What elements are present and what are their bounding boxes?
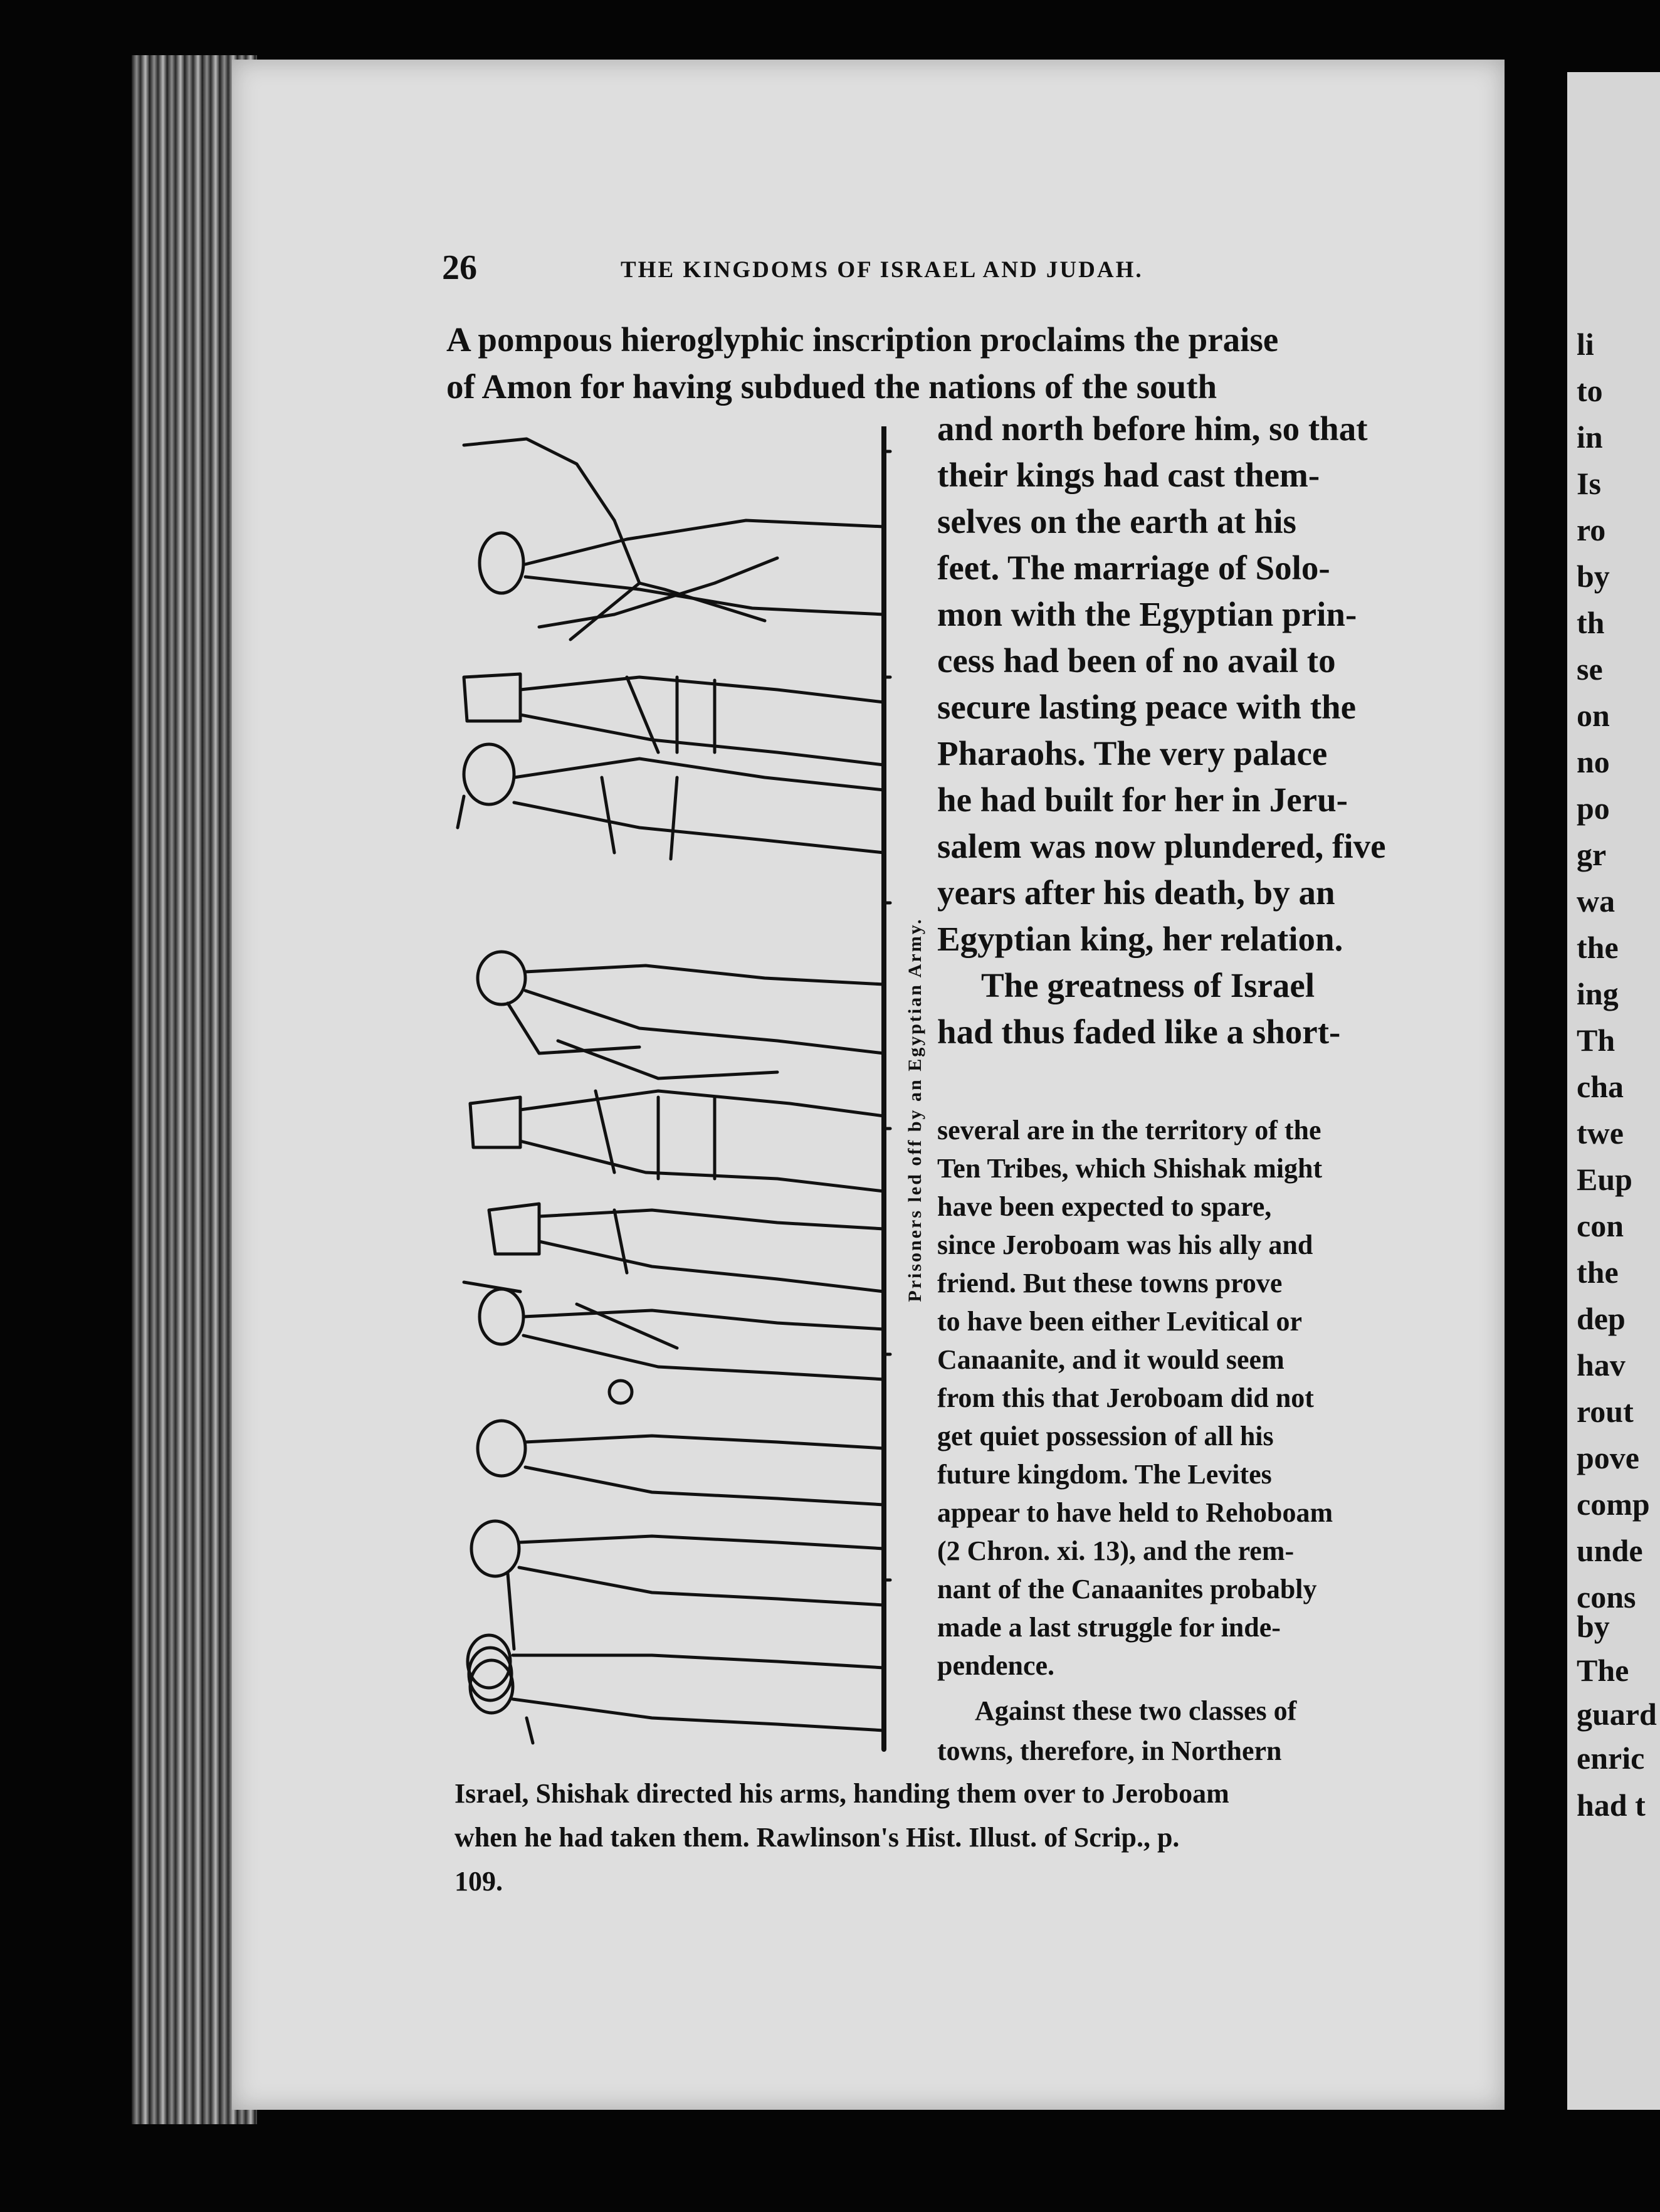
facing-fragment: po	[1577, 791, 1610, 826]
facing-fragment: unde	[1577, 1533, 1643, 1568]
facing-fragment: Is	[1577, 466, 1601, 501]
facing-fragment: th	[1577, 605, 1605, 640]
footnote-line: Canaanite, and it would seem	[937, 1344, 1284, 1375]
facing-fragment: twe	[1577, 1115, 1624, 1151]
facing-fragment: no	[1577, 744, 1610, 779]
page-number: 26	[442, 248, 477, 287]
footnote-line: future kingdom. The Levites	[937, 1459, 1272, 1490]
text-line: A pompous hieroglyphic inscription proclaims the praise	[446, 320, 1279, 359]
footnote-line: nant of the Canaanites probably	[937, 1574, 1317, 1604]
footnote-line: (2 Chron. xi. 13), and the rem-	[937, 1535, 1295, 1566]
text-line: Pharaohs. The very palace	[937, 734, 1328, 772]
facing-fragment: ing	[1577, 976, 1619, 1011]
footnote-line: appear to have held to Rehoboam	[937, 1497, 1333, 1528]
facing-fragment: ro	[1577, 512, 1606, 547]
footnote-line: to have been either Levitical or	[937, 1306, 1303, 1337]
text-line: The greatness of Israel	[981, 966, 1315, 1004]
text-line: and north before him, so that	[937, 409, 1368, 448]
facing-fragment: by	[1577, 1609, 1610, 1644]
text-line: of Amon for having subdued the nations of the south	[446, 367, 1217, 406]
footnote-line: several are in the territory of the	[937, 1115, 1321, 1146]
facing-fragment: con	[1577, 1208, 1624, 1243]
facing-fragment: pove	[1577, 1440, 1639, 1475]
facing-fragment: rout	[1577, 1394, 1634, 1429]
footnote-line: have been expected to spare,	[937, 1191, 1272, 1222]
facing-fragment: comp	[1577, 1487, 1650, 1522]
facing-fragment: Eup	[1577, 1162, 1632, 1197]
text-line: salem was now plundered, five	[937, 827, 1386, 865]
facing-fragment: cha	[1577, 1069, 1624, 1104]
footnote-line: friend. But these towns prove	[937, 1268, 1283, 1298]
text-line: mon with the Egyptian prin-	[937, 595, 1357, 633]
footnote-line: when he had taken them. Rawlinson's Hist. Illust. of Scrip., p.	[454, 1822, 1180, 1853]
footnote-line: made a last struggle for inde-	[937, 1612, 1281, 1643]
text-line: feet. The marriage of Solo-	[937, 549, 1330, 587]
footnote-line: Ten Tribes, which Shishak might	[937, 1153, 1323, 1184]
footnote-line: towns, therefore, in Northern	[937, 1735, 1282, 1766]
text-line: years after his death, by an	[937, 873, 1335, 912]
figure-caption: Prisoners led off by an Egyptian Army.	[905, 917, 925, 1302]
figure-caption-wrap	[884, 740, 947, 1480]
facing-fragment: enric	[1577, 1741, 1645, 1776]
page-header	[442, 248, 1426, 292]
facing-fragment: by	[1577, 559, 1610, 594]
facing-fragment: Th	[1577, 1023, 1615, 1058]
footnote-line: pendence.	[937, 1650, 1054, 1681]
facing-fragment: wa	[1577, 883, 1615, 919]
text-line: had thus faded like a short-	[937, 1013, 1341, 1051]
facing-fragment: hav	[1577, 1347, 1626, 1382]
facing-fragment: to	[1577, 373, 1603, 408]
facing-fragment: The	[1577, 1653, 1629, 1688]
footnote-line: 109.	[454, 1866, 503, 1897]
running-head: THE KINGDOMS OF ISRAEL AND JUDAH.	[621, 257, 1143, 283]
prisoners-illustration	[451, 426, 915, 1756]
facing-fragment: the	[1577, 1255, 1619, 1290]
text-line: Egyptian king, her relation.	[937, 920, 1343, 958]
text-line: selves on the earth at his	[937, 502, 1296, 540]
footnote-line: Israel, Shishak directed his arms, handing them over to Jeroboam	[454, 1778, 1229, 1809]
facing-fragment: se	[1577, 651, 1603, 687]
footnote-line: from this that Jeroboam did not	[937, 1382, 1314, 1413]
facing-fragment: guard	[1577, 1697, 1657, 1732]
footnote-line: Against these two classes of	[975, 1695, 1297, 1726]
facing-fragment: the	[1577, 930, 1619, 965]
facing-fragment: in	[1577, 419, 1603, 455]
facing-fragment: on	[1577, 698, 1610, 733]
footnote-line: since Jeroboam was his ally and	[937, 1230, 1313, 1260]
text-line: their kings had cast them-	[937, 456, 1320, 494]
facing-fragment: li	[1577, 327, 1594, 362]
footnote-line: get quiet possession of all his	[937, 1421, 1274, 1451]
facing-fragment: had t	[1577, 1788, 1646, 1823]
text-line: secure lasting peace with the	[937, 688, 1357, 726]
facing-fragment: cons	[1577, 1579, 1636, 1614]
text-line: he had built for her in Jeru-	[937, 781, 1348, 819]
facing-fragment: dep	[1577, 1301, 1626, 1336]
facing-fragment: gr	[1577, 837, 1607, 872]
text-line: cess had been of no avail to	[937, 641, 1336, 680]
